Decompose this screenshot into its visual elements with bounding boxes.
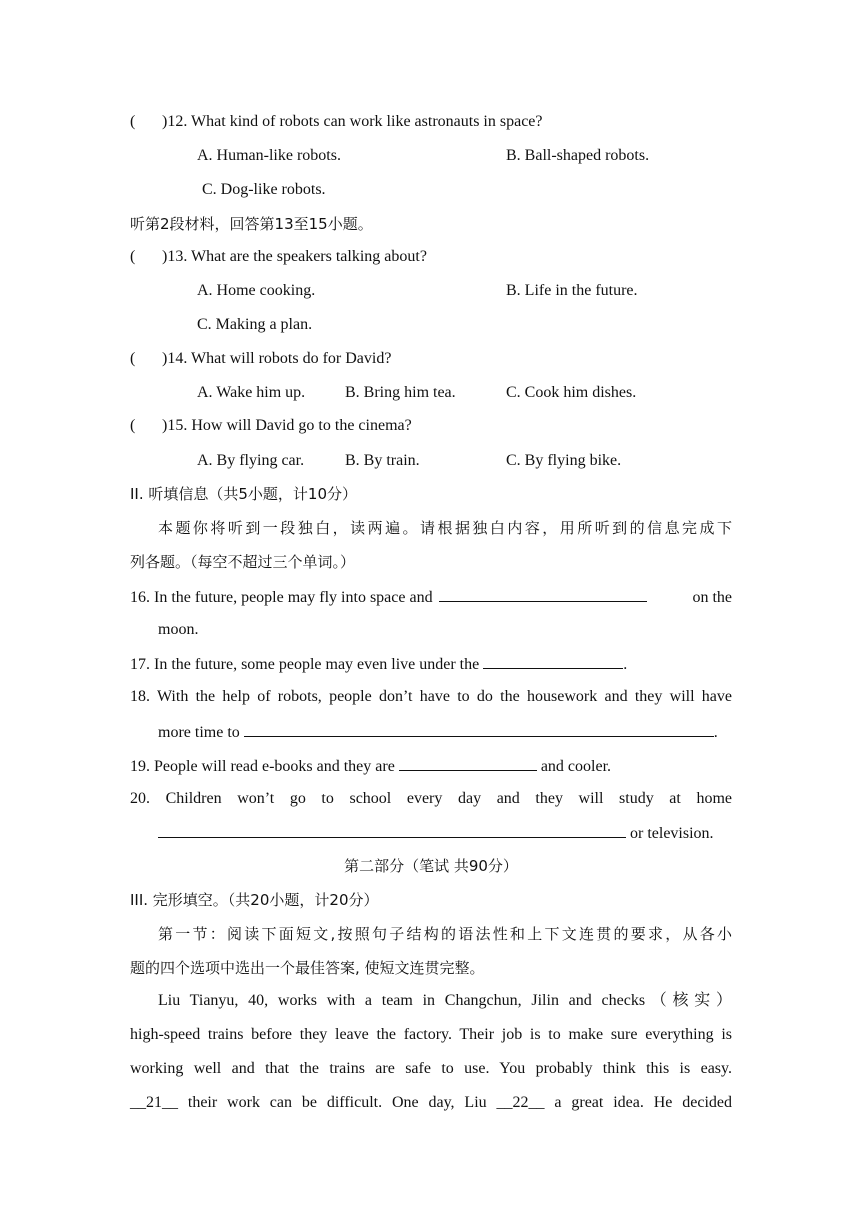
option-c: C. By flying bike. [506,452,622,469]
question-text: or television. [630,825,714,842]
question-text: . [623,656,628,673]
question-12 [130,112,732,132]
section-heading: III. 完形填空。（共20小题，计20分） [130,891,379,909]
question-18-continued [158,721,718,743]
question-text: 16. In the future, people may fly into space and [130,589,433,606]
question-text: moon. [158,621,199,638]
question-20-continued [158,822,714,844]
passage-line: high-speed trains before they leave the factory. Their job is to make sure everything is [130,1026,732,1043]
question-14 [130,349,732,369]
option-a: A. By flying car. [197,452,305,469]
part-title: 第二部分（笔试 共90分） [344,857,518,875]
question-17 [130,653,732,675]
answer-blank[interactable] [483,653,623,669]
question-stem: )12. What kind of robots can work like astronauts in space? [162,113,543,130]
question-18: 18. With the help of robots, people don’t have to do the housework and they will have [130,688,732,705]
question-20: 20. Children won’t go to school every day and they will study at home [130,790,732,807]
answer-bracket: ( [130,248,136,265]
instructions: 列各题。（每空不超过三个单词。） [130,553,356,571]
option-a: A. Human-like robots. [197,147,341,164]
option-c: C. Dog-like robots. [202,181,326,198]
answer-bracket: ( [130,417,136,434]
answer-blank[interactable] [244,721,714,737]
instructions: 本题你将听到一段独白，读两遍。请根据独白内容，用所听到的信息完成下 [158,519,732,537]
passage-line: Liu Tianyu, 40, works with a team in Changchun, Jilin and checks（核实） [158,992,732,1009]
answer-blank[interactable] [399,755,537,771]
instructions: 第一节：阅读下面短文,按照句子结构的语法性和上下文连贯的要求，从各小 [158,925,732,943]
option-c: C. Making a plan. [197,316,313,333]
option-b: B. Ball-shaped robots. [506,147,650,164]
answer-bracket: ( [130,113,136,130]
question-13 [130,247,732,267]
instructions: 题的四个选项中选出一个最佳答案, 使短文连贯完整。 [130,959,485,977]
question-text: more time to [158,724,240,741]
option-a: A. Wake him up. [197,384,306,401]
section-heading: II. 听填信息（共5小题，计10分） [130,485,358,503]
question-text: 19. People will read e-books and they are [130,758,395,775]
answer-bracket: ( [130,350,136,367]
question-stem: )15. How will David go to the cinema? [162,417,412,434]
question-15 [130,416,732,436]
option-b: B. By train. [345,452,420,469]
question-text: on the [692,589,732,606]
option-b: B. Life in the future. [506,282,638,299]
passage-line: working well and that the trains are safe to use. You probably think this is easy. [130,1060,732,1077]
question-19 [130,755,732,777]
answer-blank[interactable] [158,822,626,838]
question-text: . [713,724,718,741]
question-stem: )14. What will robots do for David? [162,350,392,367]
question-text: 17. In the future, some people may even live under the [130,656,480,673]
question-stem: )13. What are the speakers talking about? [162,248,427,265]
question-text: and cooler. [540,758,612,775]
option-c: C. Cook him dishes. [506,384,637,401]
option-a: A. Home cooking. [197,282,316,299]
question-16 [130,586,732,608]
section-note: 听第2段材料，回答第13至15小题。 [130,215,373,233]
passage-line: __21__ their work can be difficult. One day, Liu __22__ a great idea. He decided [130,1094,732,1111]
answer-blank[interactable] [439,586,647,602]
option-b: B. Bring him tea. [345,384,456,401]
